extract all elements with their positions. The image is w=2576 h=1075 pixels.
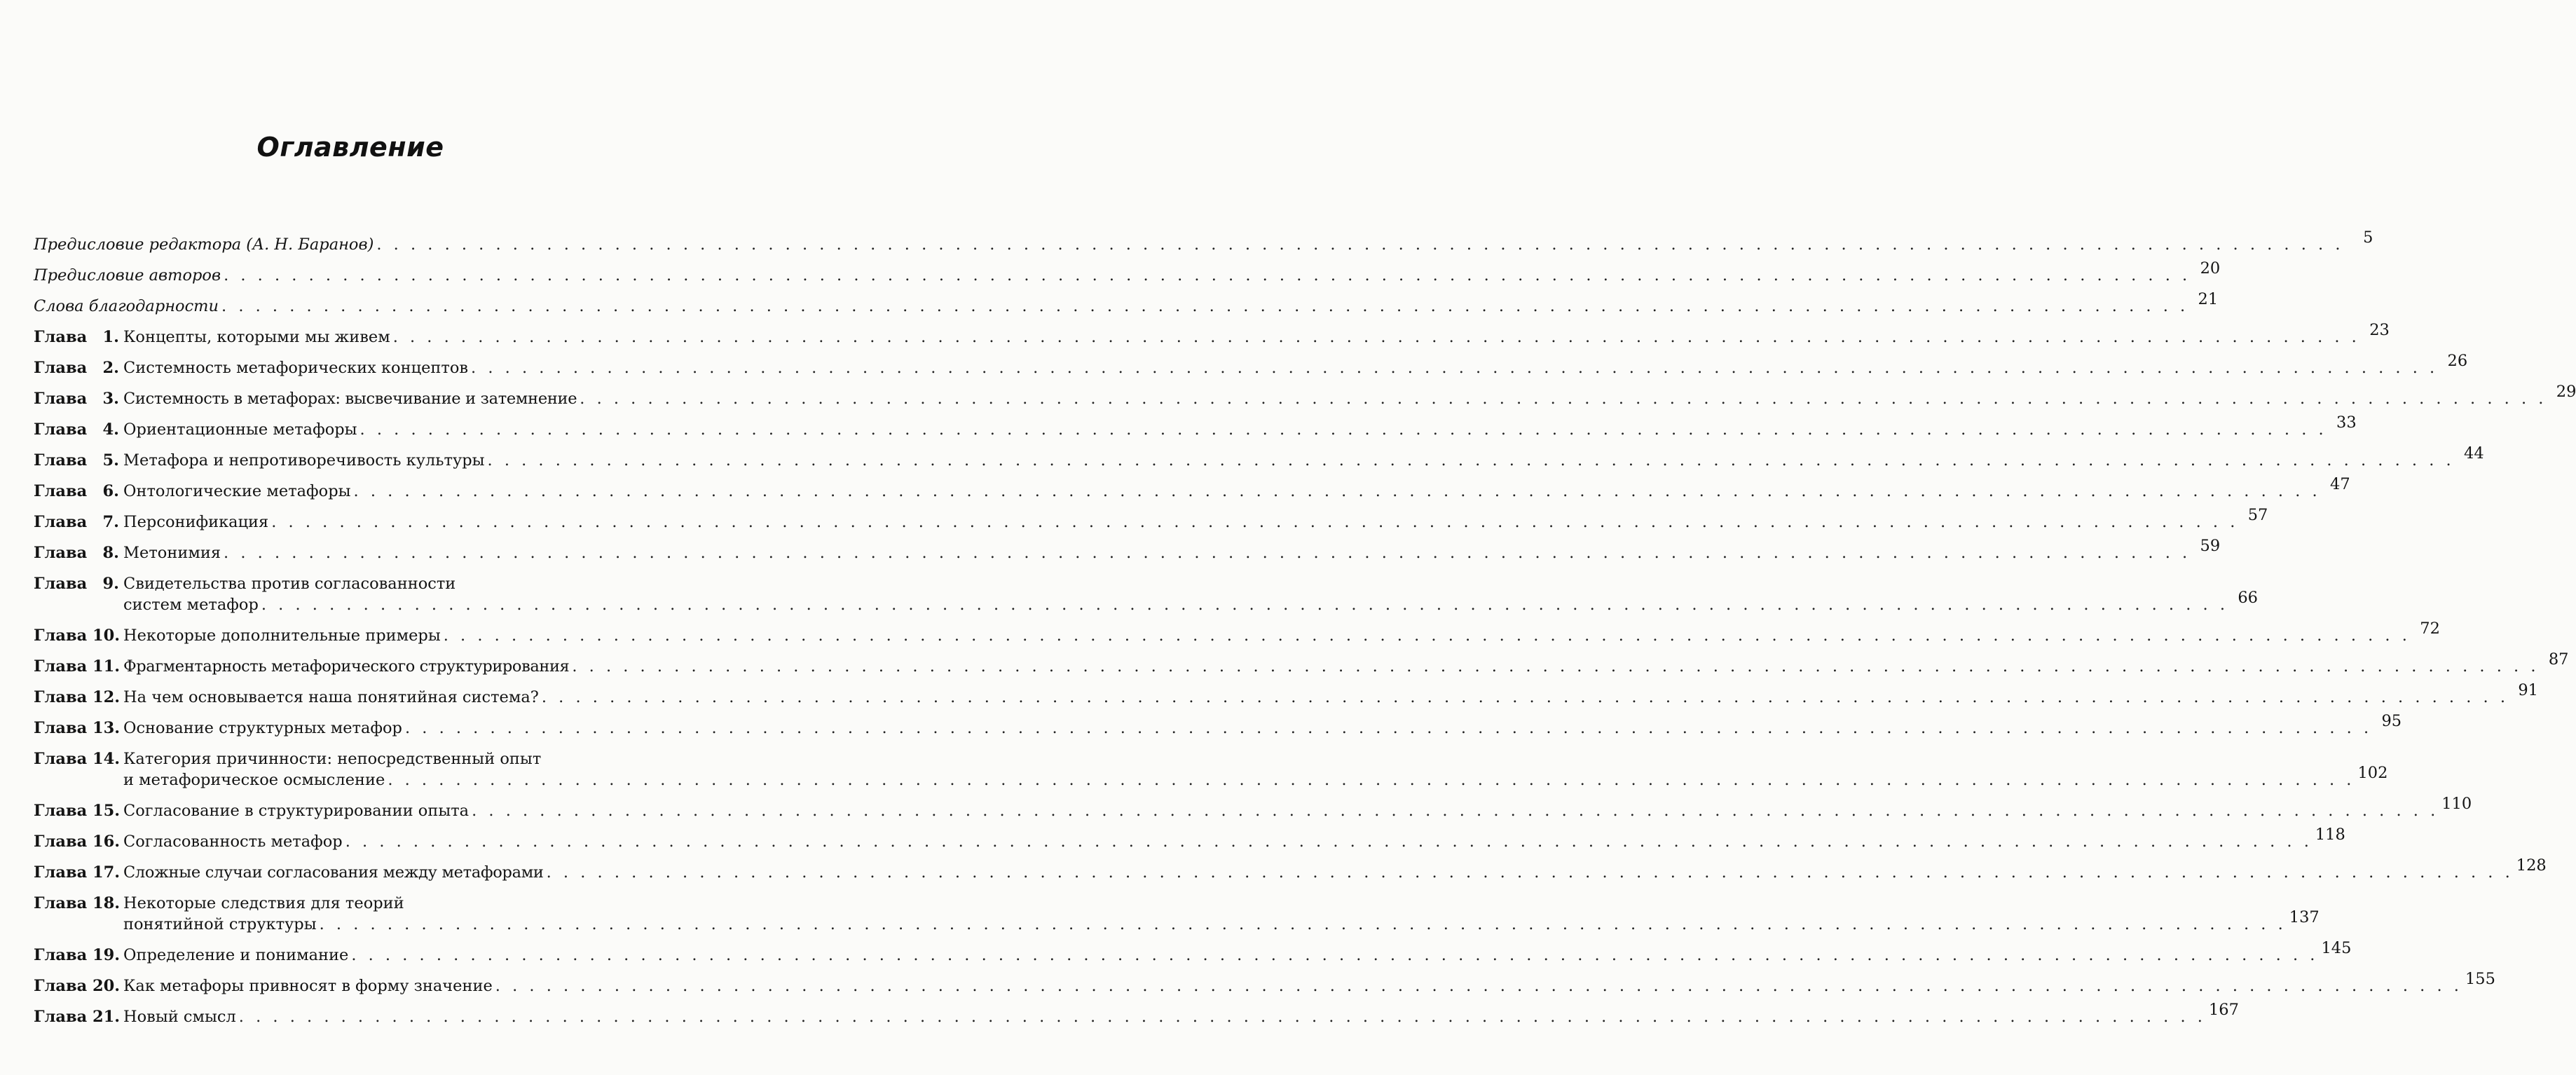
toc-page-number: 20 — [2200, 259, 2221, 278]
toc-chapter-entry[interactable] — [34, 712, 2402, 739]
toc-chapter-entry[interactable] — [34, 650, 2569, 677]
dot-leader — [393, 327, 2360, 348]
toc-chapter-entry[interactable] — [34, 748, 2388, 790]
chapter-number: 18. — [93, 894, 121, 912]
chapter-number: 20. — [93, 977, 121, 995]
toc-page-number: 128 — [2516, 856, 2547, 875]
toc-entry-title: На чем основывается наша понятийная система? — [123, 688, 539, 706]
dot-leader — [444, 625, 2411, 646]
toc-entry-title-continued: понятийной структуры — [123, 915, 317, 933]
dot-leader — [221, 296, 2188, 317]
toc-entry-title: Предисловие авторов — [34, 266, 221, 285]
toc-entry-title: Согласованность метафор — [123, 833, 343, 851]
toc-page-number: 33 — [2336, 413, 2357, 432]
toc-entry-title: Метафора и непротиворечивость культуры — [123, 451, 485, 470]
dot-leader — [488, 450, 2455, 471]
chapter-label: Глава — [34, 802, 88, 820]
chapter-number: 17. — [93, 863, 121, 882]
chapter-label: Глава — [34, 946, 88, 964]
toc-chapter-entry[interactable] — [34, 321, 2390, 348]
toc-entry-title: Предисловие редактора (А. Н. Баранов) — [34, 235, 374, 254]
toc-entry-title: Категория причинности: непосредственный опыт — [123, 750, 542, 768]
chapter-label: Глава — [34, 750, 88, 768]
chapter-number: 6. — [102, 482, 119, 500]
dot-leader — [580, 388, 2547, 409]
toc-page-number: 155 — [2465, 970, 2495, 988]
toc-page-number: 23 — [2369, 321, 2390, 339]
chapter-label: Глава — [34, 544, 88, 562]
dot-leader — [572, 656, 2539, 677]
toc-chapter-entry[interactable] — [34, 681, 2538, 708]
toc-chapter-entry[interactable] — [34, 383, 2576, 409]
toc-entry-title-continued: и метафорическое осмысление — [123, 771, 385, 789]
toc-entry-title: Онтологические метафоры — [123, 482, 351, 500]
dot-leader — [320, 914, 2287, 935]
chapter-number: 1. — [102, 328, 119, 346]
dot-leader — [351, 945, 2318, 966]
toc-chapter-entry[interactable] — [34, 970, 2495, 997]
chapter-number: 3. — [102, 390, 119, 408]
dot-leader — [261, 594, 2228, 615]
chapter-number: 9. — [102, 575, 119, 593]
chapter-number: 7. — [102, 513, 119, 531]
dot-leader — [224, 265, 2191, 286]
toc-chapter-entry[interactable] — [34, 413, 2357, 440]
toc-entry-title: Системность метафорических концептов — [123, 359, 469, 377]
dot-leader — [271, 512, 2238, 533]
chapter-label: Глава — [34, 328, 88, 346]
chapter-label: Глава — [34, 390, 88, 408]
chapter-label: Глава — [34, 977, 88, 995]
toc-page-number: 95 — [2381, 712, 2402, 730]
toc-chapter-entry[interactable] — [34, 506, 2268, 533]
dot-leader — [472, 800, 2439, 821]
toc-entry[interactable] — [34, 259, 2221, 286]
dot-leader — [376, 234, 2343, 255]
chapter-number: 10. — [93, 626, 121, 645]
chapter-number: 14. — [93, 750, 121, 768]
dot-leader — [405, 718, 2372, 739]
toc-entry[interactable] — [34, 290, 2219, 317]
toc-chapter-entry[interactable] — [34, 352, 2468, 378]
dot-leader — [388, 769, 2355, 790]
chapter-number: 15. — [93, 802, 121, 820]
dot-leader — [495, 975, 2462, 997]
dot-leader — [224, 542, 2191, 563]
dot-leader — [471, 357, 2438, 378]
toc-chapter-entry[interactable] — [34, 795, 2472, 821]
dot-leader — [542, 687, 2509, 708]
toc-page-number: 5 — [2363, 228, 2373, 247]
toc-entry-title: Как метафоры привносят в форму значение — [123, 977, 493, 995]
chapter-label: Глава — [34, 420, 88, 439]
toc-entry-title: Некоторые дополнительные примеры — [123, 626, 441, 645]
dot-leader — [360, 419, 2327, 440]
toc-page-number: 72 — [2420, 619, 2440, 638]
chapter-label: Глава — [34, 894, 88, 912]
chapter-label: Глава — [34, 833, 88, 851]
toc-entry-title: Определение и понимание — [123, 946, 349, 964]
toc-entry-title: Метонимия — [123, 544, 221, 562]
chapter-label: Глава — [34, 688, 88, 706]
dot-leader — [239, 1006, 2206, 1027]
page-title: Оглавление — [256, 132, 444, 163]
toc-entry-title: Новый смысл — [123, 1008, 236, 1026]
dot-leader — [547, 862, 2514, 883]
toc-page-number: 102 — [2357, 764, 2388, 782]
chapter-number: 11. — [93, 657, 121, 676]
chapter-number: 19. — [93, 946, 121, 964]
chapter-label: Глава — [34, 626, 88, 645]
toc-entry-title: Ориентационные метафоры — [123, 420, 357, 439]
dot-leader — [354, 481, 2321, 502]
toc-entry-title: Основание структурных метафор — [123, 719, 402, 737]
toc-chapter-entry[interactable] — [34, 475, 2350, 502]
chapter-number: 8. — [102, 544, 119, 562]
toc-page-number: 21 — [2198, 290, 2219, 308]
toc-entry-title-continued: систем метафор — [123, 596, 259, 614]
toc-entry-title: Системность в метафорах: высвечивание и затемнение — [123, 390, 577, 408]
toc-chapter-entry[interactable] — [34, 856, 2547, 883]
toc-page-number: 66 — [2238, 589, 2258, 607]
toc-chapter-entry[interactable] — [34, 826, 2345, 852]
chapter-label: Глава — [34, 657, 88, 676]
chapter-label: Глава — [34, 482, 88, 500]
toc-chapter-entry[interactable] — [34, 537, 2221, 563]
dot-leader — [345, 831, 2313, 852]
toc-page-number: 118 — [2315, 826, 2345, 844]
toc-page-number: 87 — [2548, 650, 2569, 669]
chapter-label: Глава — [34, 719, 88, 737]
chapter-number: 21. — [93, 1008, 121, 1026]
toc-chapter-entry[interactable] — [34, 939, 2352, 966]
chapter-label: Глава — [34, 513, 88, 531]
toc-page-number: 167 — [2208, 1001, 2239, 1019]
toc-entry-title: Некоторые следствия для теорий — [123, 894, 404, 912]
chapter-label: Глава — [34, 575, 88, 593]
toc-entry-title: Сложные случаи согласования между метафорами — [123, 863, 544, 882]
chapter-label: Глава — [34, 451, 88, 470]
toc-page-number: 57 — [2247, 506, 2268, 524]
toc-page-number: 29 — [2556, 383, 2576, 401]
chapter-number: 12. — [93, 688, 121, 706]
toc-entry[interactable] — [34, 228, 2373, 255]
toc-entry-title: Концепты, которыми мы живем — [123, 328, 390, 346]
chapter-number: 2. — [102, 359, 119, 377]
toc-entry-title: Фрагментарность метафорического структурирования — [123, 657, 570, 676]
toc-chapter-entry[interactable] — [34, 573, 2258, 615]
chapter-label: Глава — [34, 359, 88, 377]
toc-chapter-entry[interactable] — [34, 619, 2440, 646]
toc-entry-title: Слова благодарности — [34, 297, 219, 315]
toc-page-number: 145 — [2321, 939, 2352, 957]
toc-chapter-entry[interactable] — [34, 1001, 2239, 1027]
toc-entry-title: Свидетельства против согласованности — [123, 575, 456, 593]
chapter-label: Глава — [34, 1008, 88, 1026]
toc-entry-title: Персонификация — [123, 513, 269, 531]
toc-page-number: 91 — [2518, 681, 2538, 699]
chapter-number: 13. — [93, 719, 121, 737]
chapter-label: Глава — [34, 863, 88, 882]
toc-page-number: 47 — [2330, 475, 2350, 493]
toc-page-number: 59 — [2200, 537, 2221, 555]
toc-page-number: 26 — [2447, 352, 2468, 370]
toc-chapter-entry[interactable] — [34, 444, 2484, 471]
toc-chapter-entry[interactable] — [34, 893, 2320, 935]
toc-page-number: 44 — [2464, 444, 2484, 463]
toc-page-number: 110 — [2441, 795, 2472, 813]
chapter-number: 16. — [93, 833, 121, 851]
toc-entry-title: Согласование в структурировании опыта — [123, 802, 470, 820]
toc-page-number: 137 — [2289, 908, 2320, 926]
chapter-number: 4. — [102, 420, 119, 439]
chapter-number: 5. — [102, 451, 119, 470]
